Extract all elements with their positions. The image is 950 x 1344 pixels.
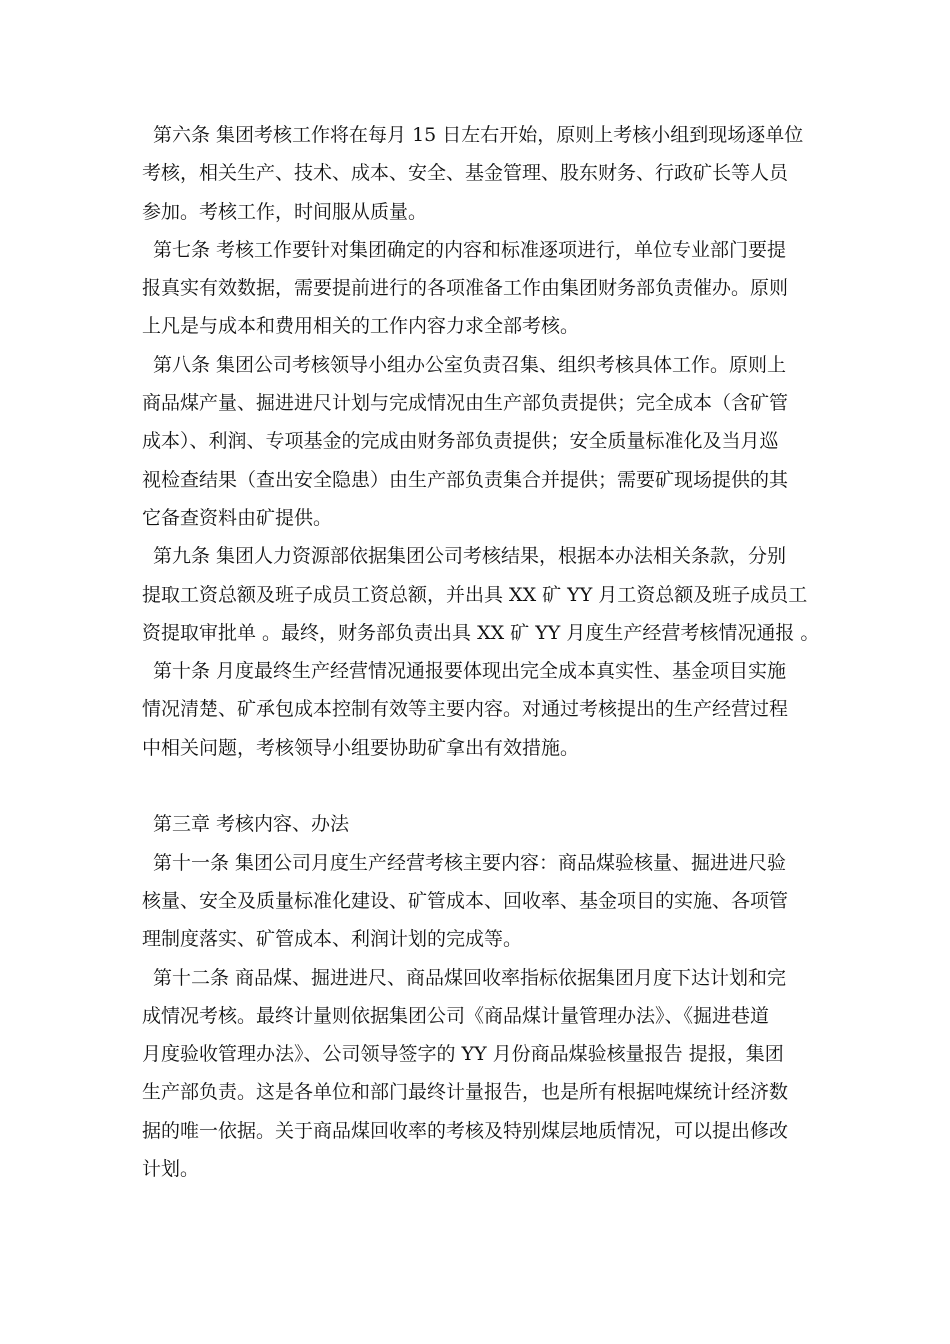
text-line: 第十一条 集团公司月度生产经营考核主要内容：商品煤验核量、掘进进尺验 xyxy=(153,851,787,874)
text-line: 它备查资料由矿提供。 xyxy=(142,506,333,529)
text-line: 核量、安全及质量标准化建设、矿管成本、回收率、基金项目的实施、各项管 xyxy=(142,889,789,912)
article-8-paragraph xyxy=(142,346,812,537)
text-line: 理制度落实、矿管成本、利润计划的完成等。 xyxy=(142,928,523,951)
text-line: 第七条 考核工作要针对集团确定的内容和标准逐项进行，单位专业部门要提 xyxy=(153,238,787,261)
text-line: 商品煤产量、掘进进尺计划与完成情况由生产部负责提供；完全成本（含矿管 xyxy=(142,392,789,415)
text-line: 第六条 集团考核工作将在每月 15 日左右开始，原则上考核小组到现场逐单位 xyxy=(153,124,804,146)
document-body xyxy=(142,116,820,1188)
article-12-paragraph xyxy=(142,959,812,1189)
text-line: 成情况考核。最终计量则依据集团公司《商品煤计量管理办法》、《掘进巷道 xyxy=(142,1004,770,1027)
text-line: 情况清楚、矿承包成本控制有效等主要内容。对通过考核提出的生产经营过程 xyxy=(142,698,789,721)
chapter-heading: 第三章 考核内容、办法 xyxy=(153,813,350,836)
text-line: 第十二条 商品煤、掘进进尺、商品煤回收率指标依据集团月度下达计划和完 xyxy=(153,966,787,989)
text-line: 报真实有效数据，需要提前进行的各项准备工作由集团财务部负责催办。原则 xyxy=(142,277,789,300)
text-line: 第九条 集团人力资源部依据集团公司考核结果，根据本办法相关条款，分别 xyxy=(153,545,787,568)
article-10-paragraph xyxy=(142,652,812,767)
text-line: 中相关问题，考核领导小组要协助矿拿出有效措施。 xyxy=(142,736,580,759)
article-6-paragraph xyxy=(142,116,812,231)
text-line: 参加。考核工作，时间服从质量。 xyxy=(142,200,428,223)
paragraph-spacer xyxy=(142,767,812,805)
text-line: 提取工资总额及班子成员工资总额，并出具 XX 矿 YY 月工资总额及班子成员工 xyxy=(142,583,808,606)
text-line: 据的唯一依据。关于商品煤回收率的考核及特别煤层地质情况，可以提出修改 xyxy=(142,1119,789,1142)
text-line: 计划。 xyxy=(142,1158,200,1181)
text-line: 第八条 集团公司考核领导小组办公室负责召集、组织考核具体工作。原则上 xyxy=(153,353,787,376)
text-line: 成本）、利润、专项基金的完成由财务部负责提供；安全质量标准化及当月巡 xyxy=(142,430,779,453)
text-line: 资提取审批单 。最终，财务部负责出具 XX 矿 YY 月度生产经营考核情况通报 。 xyxy=(142,621,820,644)
text-line: 月度验收管理办法》、公司领导签字的 YY 月份商品煤验核量报告 提报，集团 xyxy=(142,1043,784,1066)
text-line: 考核，相关生产、技术、成本、安全、基金管理、股东财务、行政矿长等人员 xyxy=(142,162,789,185)
text-line: 视检查结果（查出安全隐患）由生产部负责集合并提供；需要矿现场提供的其 xyxy=(142,468,789,491)
article-11-paragraph xyxy=(142,844,812,959)
text-line: 上凡是与成本和费用相关的工作内容力求全部考核。 xyxy=(142,315,580,338)
text-line: 第十条 月度最终生产经营情况通报要体现出完全成本真实性、基金项目实施 xyxy=(153,660,787,683)
article-7-paragraph xyxy=(142,231,812,346)
article-9-paragraph xyxy=(142,537,820,652)
text-line: 生产部负责。这是各单位和部门最终计量报告，也是所有根据吨煤统计经济数 xyxy=(142,1081,789,1104)
